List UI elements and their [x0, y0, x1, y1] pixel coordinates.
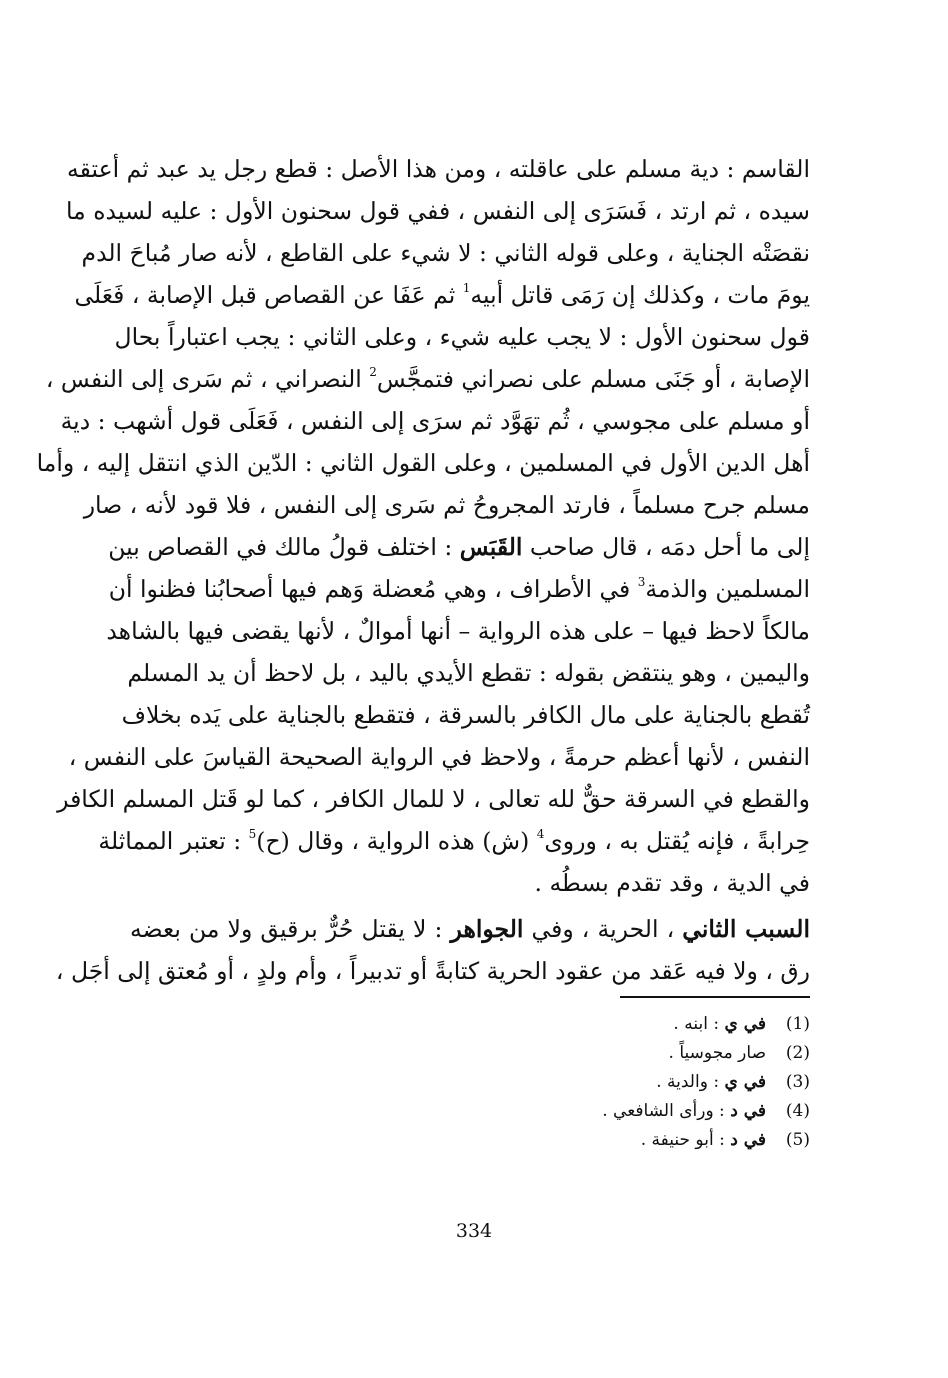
text-line: حِرابةً ، فإنه يُقتل به ، وروى$^4$ (ش) هذه الرواية ، وقال (ح)$^5$ : تعتبر المماثلة — [98, 827, 810, 855]
text-line: والقطع في السرقة حقٌّ لله تعالى ، لا للمال الكافر ، كما لو قَتل المسلم الكافر — [57, 785, 810, 813]
footnote-manuscript: في ي — [724, 1072, 766, 1092]
text-line: سيده ، ثم ارتد ، فَسَرَى إلى النفس ، ففي قول سحنون الأول : عليه لسيده ما — [66, 197, 810, 225]
text-line: نقصَتْه الجناية ، وعلى قوله الثاني : لا شيء على القاطع ، لأنه صار مُباحَ الدم — [81, 239, 810, 267]
text-line: أو مسلم على مجوسي ، ثُم تهَوَّد ثم سرَى إلى النفس ، فَعَلَى قول أشهب : دية — [60, 407, 810, 435]
footnote — [500, 1068, 810, 1097]
paragraph-2-line-1: السبب الثاني ، الحرية ، وفي الجواهر : لا يقتل حُرٌّ برقيق ولا من بعضه — [130, 915, 810, 943]
section-heading: السبب الثاني — [682, 915, 810, 943]
footnote-text: : ورأى الشافعي . — [602, 1101, 731, 1121]
footnote-manuscript: في د — [730, 1101, 766, 1121]
text-line: قول سحنون الأول : لا يجب عليه شيء ، وعلى الثاني : يجب اعتباراً بحال — [114, 323, 810, 351]
footnote-number: (2) — [785, 1043, 810, 1063]
text-line: الإصابة ، أو جَنَى مسلم على نصراني فتمجَّس$^2$ النصراني ، ثم سَرى إلى النفس ، — [45, 365, 810, 393]
footnote-divider — [620, 996, 810, 998]
paragraph-2-line-2: رق ، ولا فيه عَقد من عقود الحرية كتابةً أو تدبيراً ، وأم ولدٍ ، أو مُعتق إلى أجَل ، — [55, 957, 810, 985]
footnote — [500, 1039, 810, 1068]
text-line: النفس ، لأنها أعظم حرمةً ، ولاحظ في الرواية الصحيحة القياسَ على النفس ، — [68, 743, 810, 771]
text-line: تُقطع بالجناية على مال الكافر بالسرقة ، فتقطع بالجناية على يَده بخلاف — [121, 701, 810, 729]
text-line: واليمين ، وهو ينتقض بقوله : تقطع الأيدي باليد ، بل لاحظ أن يد المسلم — [127, 659, 810, 687]
footnote-number: (5) — [785, 1130, 810, 1150]
footnote-text: : أبو حنيفة . — [640, 1130, 731, 1150]
footnote — [500, 1126, 810, 1155]
footnote-reference: 2 — [369, 365, 377, 380]
footnote-reference: 4 — [536, 827, 545, 842]
footnote — [500, 1097, 810, 1126]
paragraph-1 — [36, 148, 810, 904]
footnote-text: صار مجوسياً . — [668, 1043, 766, 1063]
text-line: إلى ما أحل دمَه ، قال صاحب القَبَس : اختلف قولُ مالك في القصاص بين — [108, 533, 810, 561]
text-line: المسلمين والذمة$^3$ في الأطراف ، وهي مُعضلة وَهم فيها أصحابُنا فظنوا أن — [108, 575, 810, 603]
footnote-reference: 1 — [462, 281, 471, 296]
text-line: يومَ مات ، وكذلك إن رَمَى قاتل أبيه$^1$ ثم عَفَا عن القصاص قبل الإصابة ، فَعَلَى — [74, 281, 810, 309]
footnote-reference: 5 — [248, 827, 257, 842]
footnote-reference: 3 — [637, 575, 646, 590]
footnote — [500, 1010, 810, 1039]
footnote-manuscript: في د — [730, 1130, 766, 1150]
text-line: مالكاً لاحظ فيها – على هذه الرواية – أنها أموالٌ ، لأنها يقضى فيها بالشاهد — [106, 617, 810, 645]
text-line: القاسم : دية مسلم على عاقلته ، ومن هذا الأصل : قطع رجل يد عبد ثم أعتقه — [67, 155, 810, 183]
main-text — [36, 148, 810, 992]
footnote-text: : ابنه . — [673, 1014, 725, 1034]
footnotes — [500, 1010, 810, 1155]
footnote-number: (3) — [785, 1072, 810, 1092]
text-line: مسلم جرح مسلماً ، فارتد المجروحُ ثم سَرى إلى النفس ، فلا قود لأنه ، صار — [83, 491, 810, 519]
page-number: 334 — [455, 1220, 493, 1242]
footnote-number: (4) — [785, 1101, 810, 1121]
text-line: أهل الدين الأول في المسلمين ، وعلى القول الثاني : الدّين الذي انتقل إليه ، وأما — [36, 449, 810, 477]
paragraph-2 — [55, 908, 810, 992]
footnote-number: (1) — [785, 1014, 810, 1034]
book-title: القَبَس — [459, 533, 523, 561]
text-line: في الدية ، وقد تقدم بسطُه . — [534, 869, 810, 897]
footnote-text: : والدية . — [656, 1072, 725, 1092]
footnote-manuscript: في ي — [724, 1014, 766, 1034]
source-name: الجواهر — [450, 915, 524, 943]
